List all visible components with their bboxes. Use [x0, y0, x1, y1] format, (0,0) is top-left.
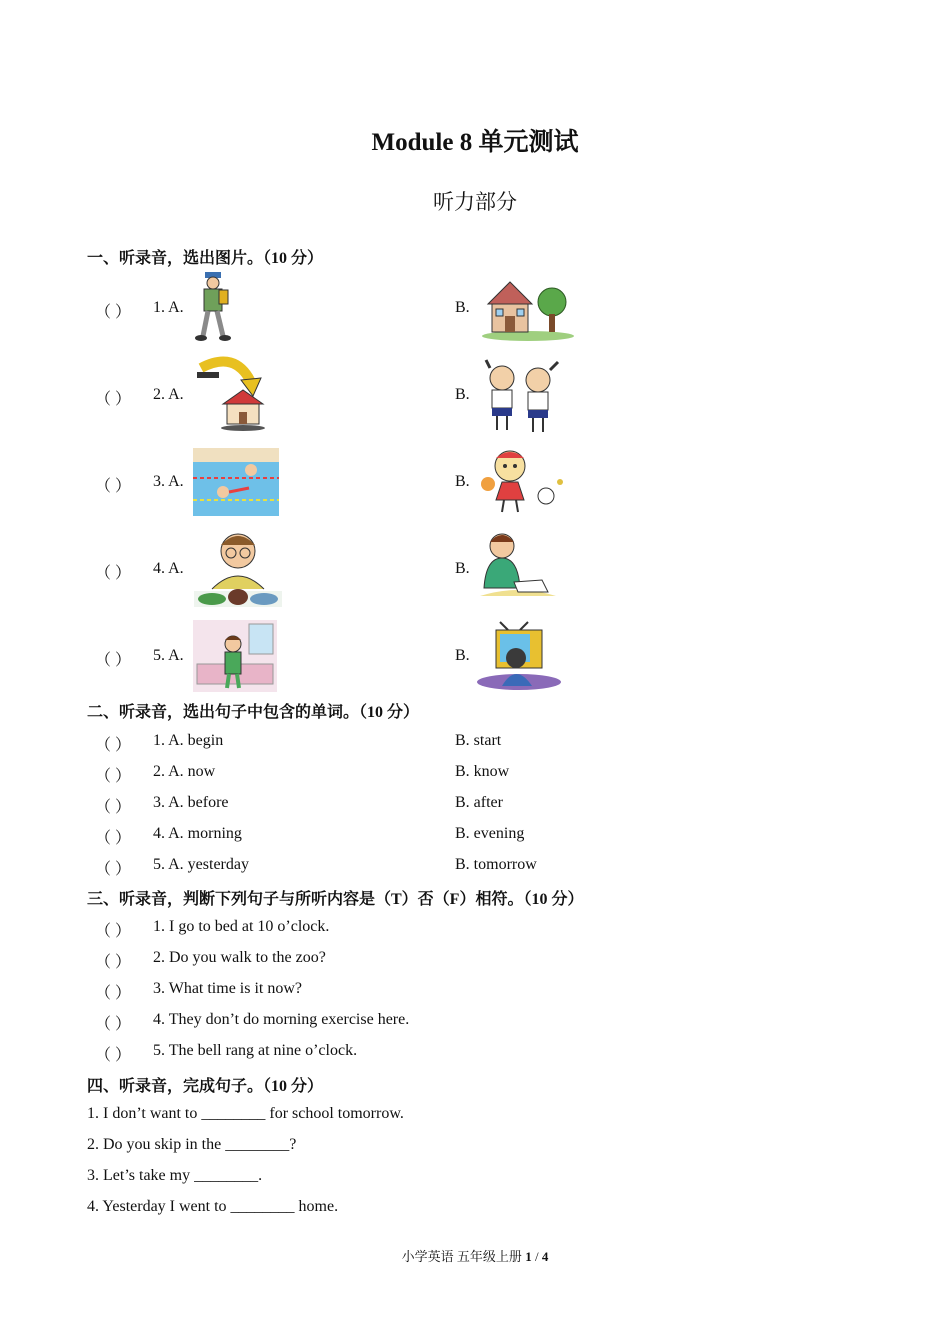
- statement: 2. Do you walk to the zoo?: [153, 949, 326, 966]
- fill-in-sentence[interactable]: 3. Let’s take my ________.: [87, 1167, 263, 1184]
- option-b-label: B.: [455, 647, 470, 664]
- girl-with-toys-image: [478, 444, 568, 516]
- option-a: 5. A. yesterday: [153, 856, 249, 873]
- option-b-label: B.: [455, 473, 470, 490]
- statement: 1. I go to bed at 10 o’clock.: [153, 918, 330, 935]
- option-b-label: B.: [455, 560, 470, 577]
- page-total: 4: [541, 1249, 549, 1264]
- section2-heading: 二、听录音，选出句子中包含的单词。（10 分）: [87, 704, 420, 721]
- page-title: Module 8 单元测试: [371, 129, 579, 156]
- girl-getting-up-image: [193, 620, 277, 692]
- option-b-label: B.: [455, 299, 470, 316]
- answer-blank[interactable]: （ ）: [95, 768, 132, 785]
- page-separator: /: [531, 1249, 542, 1264]
- walking-boy-image: [193, 270, 233, 342]
- answer-blank[interactable]: （ ）: [95, 799, 132, 816]
- section3-heading: 三、听录音，判断下列句子与所听内容是（T）否（F）相符。（10 分）: [87, 891, 584, 908]
- option-b-label: B.: [455, 386, 470, 403]
- option-a: 3. A. before: [153, 794, 229, 811]
- boy-eating-image: [192, 529, 284, 611]
- arrow-to-home-image: [195, 354, 267, 432]
- answer-blank[interactable]: （ ）: [95, 830, 132, 847]
- option-a: 4. A. morning: [153, 825, 242, 842]
- option-a: 1. A. begin: [153, 732, 224, 749]
- option-a: 2. A. now: [153, 763, 216, 780]
- fill-in-sentence[interactable]: 4. Yesterday I went to ________ home.: [87, 1198, 339, 1215]
- answer-blank[interactable]: （ ）: [95, 304, 132, 321]
- boy-watching-tv-image: [476, 620, 562, 692]
- answer-blank[interactable]: （ ）: [95, 391, 132, 408]
- fill-in-sentence[interactable]: 2. Do you skip in the ________?: [87, 1136, 297, 1153]
- option-b: B. evening: [455, 825, 525, 842]
- statement: 4. They don’t do morning exercise here.: [153, 1011, 410, 1028]
- footer-text: 小学英语 五年级上册: [401, 1249, 522, 1264]
- option-b: B. after: [455, 794, 503, 811]
- house-with-tree-image: [480, 274, 576, 342]
- section1-heading: 一、听录音，选出图片。（10 分）: [87, 250, 324, 267]
- fill-in-sentence[interactable]: 1. I don’t want to ________ for school tomorrow.: [87, 1105, 404, 1122]
- morning-exercise-image: [476, 358, 566, 434]
- answer-blank[interactable]: （ ）: [95, 737, 132, 754]
- answer-blank[interactable]: （ ）: [95, 985, 132, 1002]
- option-b: B. know: [455, 763, 510, 780]
- swimming-pool-image: [193, 448, 279, 516]
- item-number: 5. A.: [153, 647, 184, 664]
- section4-heading: 四、听录音，完成句子。（10 分）: [87, 1078, 324, 1095]
- answer-blank[interactable]: （ ）: [95, 1047, 132, 1064]
- answer-blank[interactable]: （ ）: [95, 923, 132, 940]
- item-number: 3. A.: [153, 473, 184, 490]
- statement: 5. The bell rang at nine o’clock.: [153, 1042, 358, 1059]
- answer-blank[interactable]: （ ）: [95, 954, 132, 971]
- item-number: 2. A.: [153, 386, 184, 403]
- answer-blank[interactable]: （ ）: [95, 861, 132, 878]
- option-b: B. tomorrow: [455, 856, 537, 873]
- item-number: 4. A.: [153, 560, 184, 577]
- boy-reading-image: [478, 530, 558, 610]
- page-subtitle: 听力部分: [433, 190, 517, 214]
- answer-blank[interactable]: （ ）: [95, 565, 132, 582]
- statement: 3. What time is it now?: [153, 980, 303, 997]
- answer-blank[interactable]: （ ）: [95, 478, 132, 495]
- answer-blank[interactable]: （ ）: [95, 1016, 132, 1033]
- page-footer: [0, 1246, 950, 1265]
- answer-blank[interactable]: （ ）: [95, 652, 132, 669]
- page-number: 1: [525, 1249, 532, 1264]
- option-b: B. start: [455, 732, 502, 749]
- item-number: 1. A.: [153, 299, 184, 316]
